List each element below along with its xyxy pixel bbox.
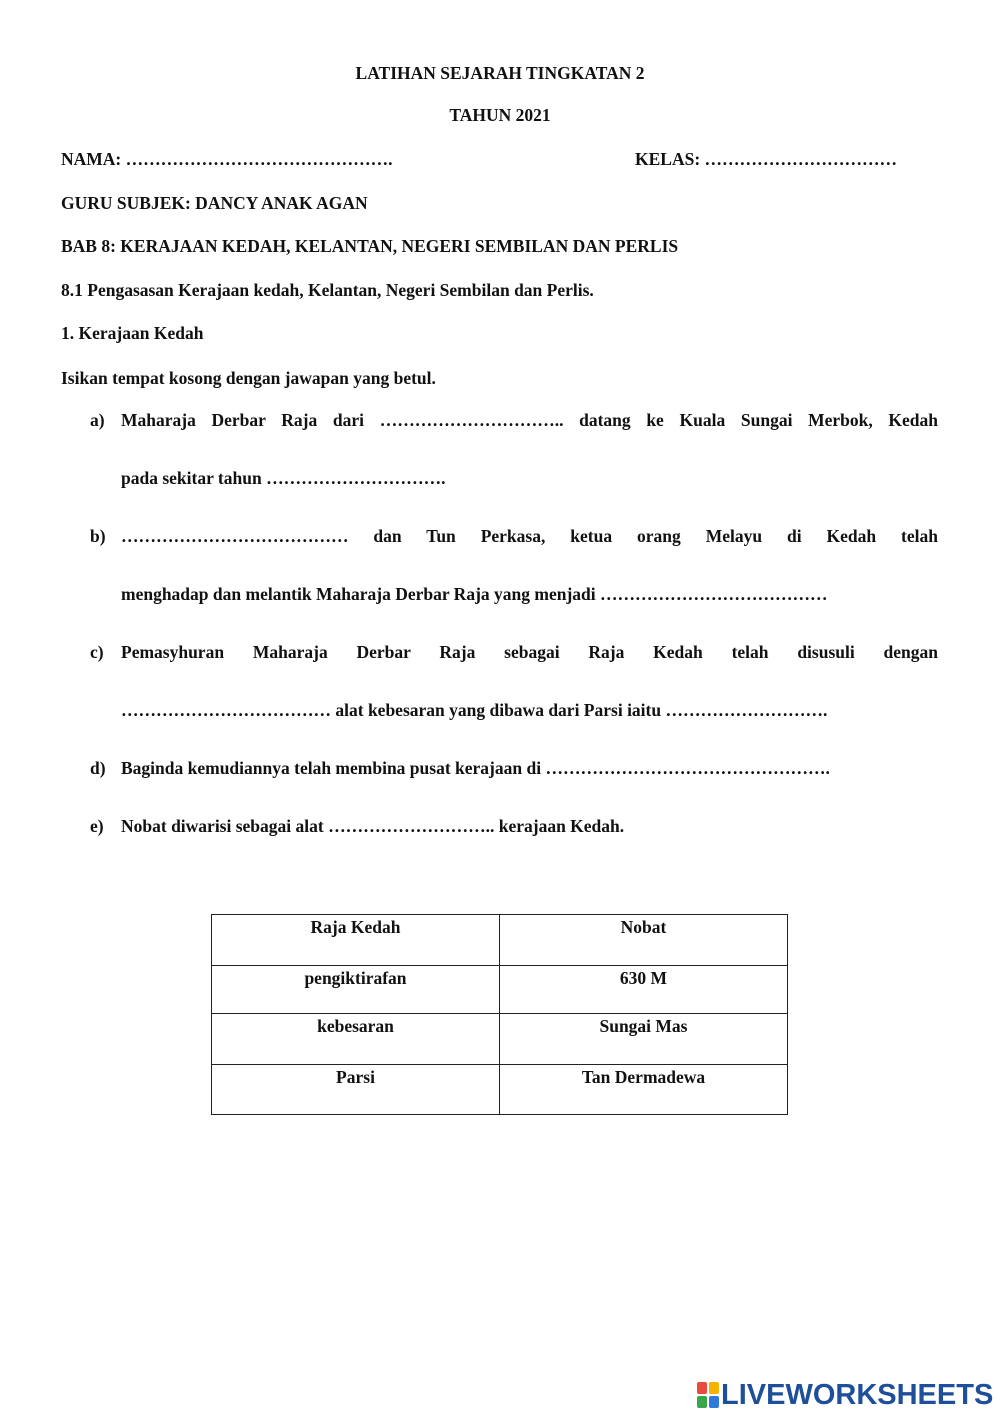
section-heading: 1. Kerajaan Kedah bbox=[61, 323, 204, 343]
table-row bbox=[212, 915, 788, 966]
question-d-line1: Baginda kemudiannya telah membina pusat kerajaan di …………………………………………. bbox=[121, 758, 830, 778]
logo-text: LIVEWORKSHEETS bbox=[721, 1378, 994, 1411]
answer-table bbox=[211, 914, 788, 1115]
table-cell: pengiktirafan bbox=[212, 966, 500, 1014]
logo-square-icon bbox=[697, 1396, 707, 1408]
liveworksheets-logo bbox=[697, 1377, 993, 1413]
table-cell: Sungai Mas bbox=[500, 1014, 788, 1065]
question-c-label: c) bbox=[90, 642, 104, 662]
question-c-line2: ……………………………… alat kebesaran yang dibawa dari Parsi iaitu ………………………. bbox=[121, 700, 828, 720]
question-c-line1: Pemasyhuran Maharaja Derbar Raja sebagai Raja Kedah telah disusuli dengan bbox=[121, 642, 938, 662]
logo-square-icon bbox=[709, 1382, 719, 1394]
guru-subjek: GURU SUBJEK: DANCY ANAK AGAN bbox=[61, 193, 368, 213]
question-b-label: b) bbox=[90, 526, 106, 546]
chapter-heading: BAB 8: KERAJAAN KEDAH, KELANTAN, NEGERI SEMBILAN DAN PERLIS bbox=[61, 236, 679, 256]
question-b-line1: ………………………………… dan Tun Perkasa, ketua orang Melayu di Kedah telah bbox=[121, 526, 938, 546]
question-a-label: a) bbox=[90, 410, 105, 430]
worksheet-year: TAHUN 2021 bbox=[449, 105, 551, 125]
logo-square-icon bbox=[697, 1382, 707, 1394]
table-row bbox=[212, 966, 788, 1014]
instruction-text: Isikan tempat kosong dengan jawapan yang betul. bbox=[61, 368, 436, 388]
table-cell: Tan Dermadewa bbox=[500, 1065, 788, 1115]
table-cell: 630 M bbox=[500, 966, 788, 1014]
liveworksheets-logo-icon bbox=[697, 1382, 719, 1408]
logo-square-icon bbox=[709, 1396, 719, 1408]
nama-field: NAMA: ………………………………………. bbox=[61, 149, 393, 169]
table-row bbox=[212, 1065, 788, 1115]
subtopic-heading: 8.1 Pengasasan Kerajaan kedah, Kelantan, Negeri Sembilan dan Perlis. bbox=[61, 280, 594, 300]
worksheet-title: LATIHAN SEJARAH TINGKATAN 2 bbox=[355, 63, 645, 83]
table-cell: Parsi bbox=[212, 1065, 500, 1115]
question-a-line2: pada sekitar tahun …………………………. bbox=[121, 468, 446, 488]
question-b-line2: menghadap dan melantik Maharaja Derbar Raja yang menjadi ………………………………… bbox=[121, 584, 828, 604]
table-cell: Raja Kedah bbox=[212, 915, 500, 966]
table-cell: kebesaran bbox=[212, 1014, 500, 1065]
table-row bbox=[212, 1014, 788, 1065]
question-e-line1: Nobat diwarisi sebagai alat ……………………….. kerajaan Kedah. bbox=[121, 816, 625, 836]
question-e-label: e) bbox=[90, 816, 104, 836]
question-a-line1: Maharaja Derbar Raja dari ………………………….. datang ke Kuala Sungai Merbok, Kedah bbox=[121, 410, 938, 430]
question-d-label: d) bbox=[90, 758, 106, 778]
kelas-field: KELAS: …………………………… bbox=[635, 149, 898, 169]
table-cell: Nobat bbox=[500, 915, 788, 966]
